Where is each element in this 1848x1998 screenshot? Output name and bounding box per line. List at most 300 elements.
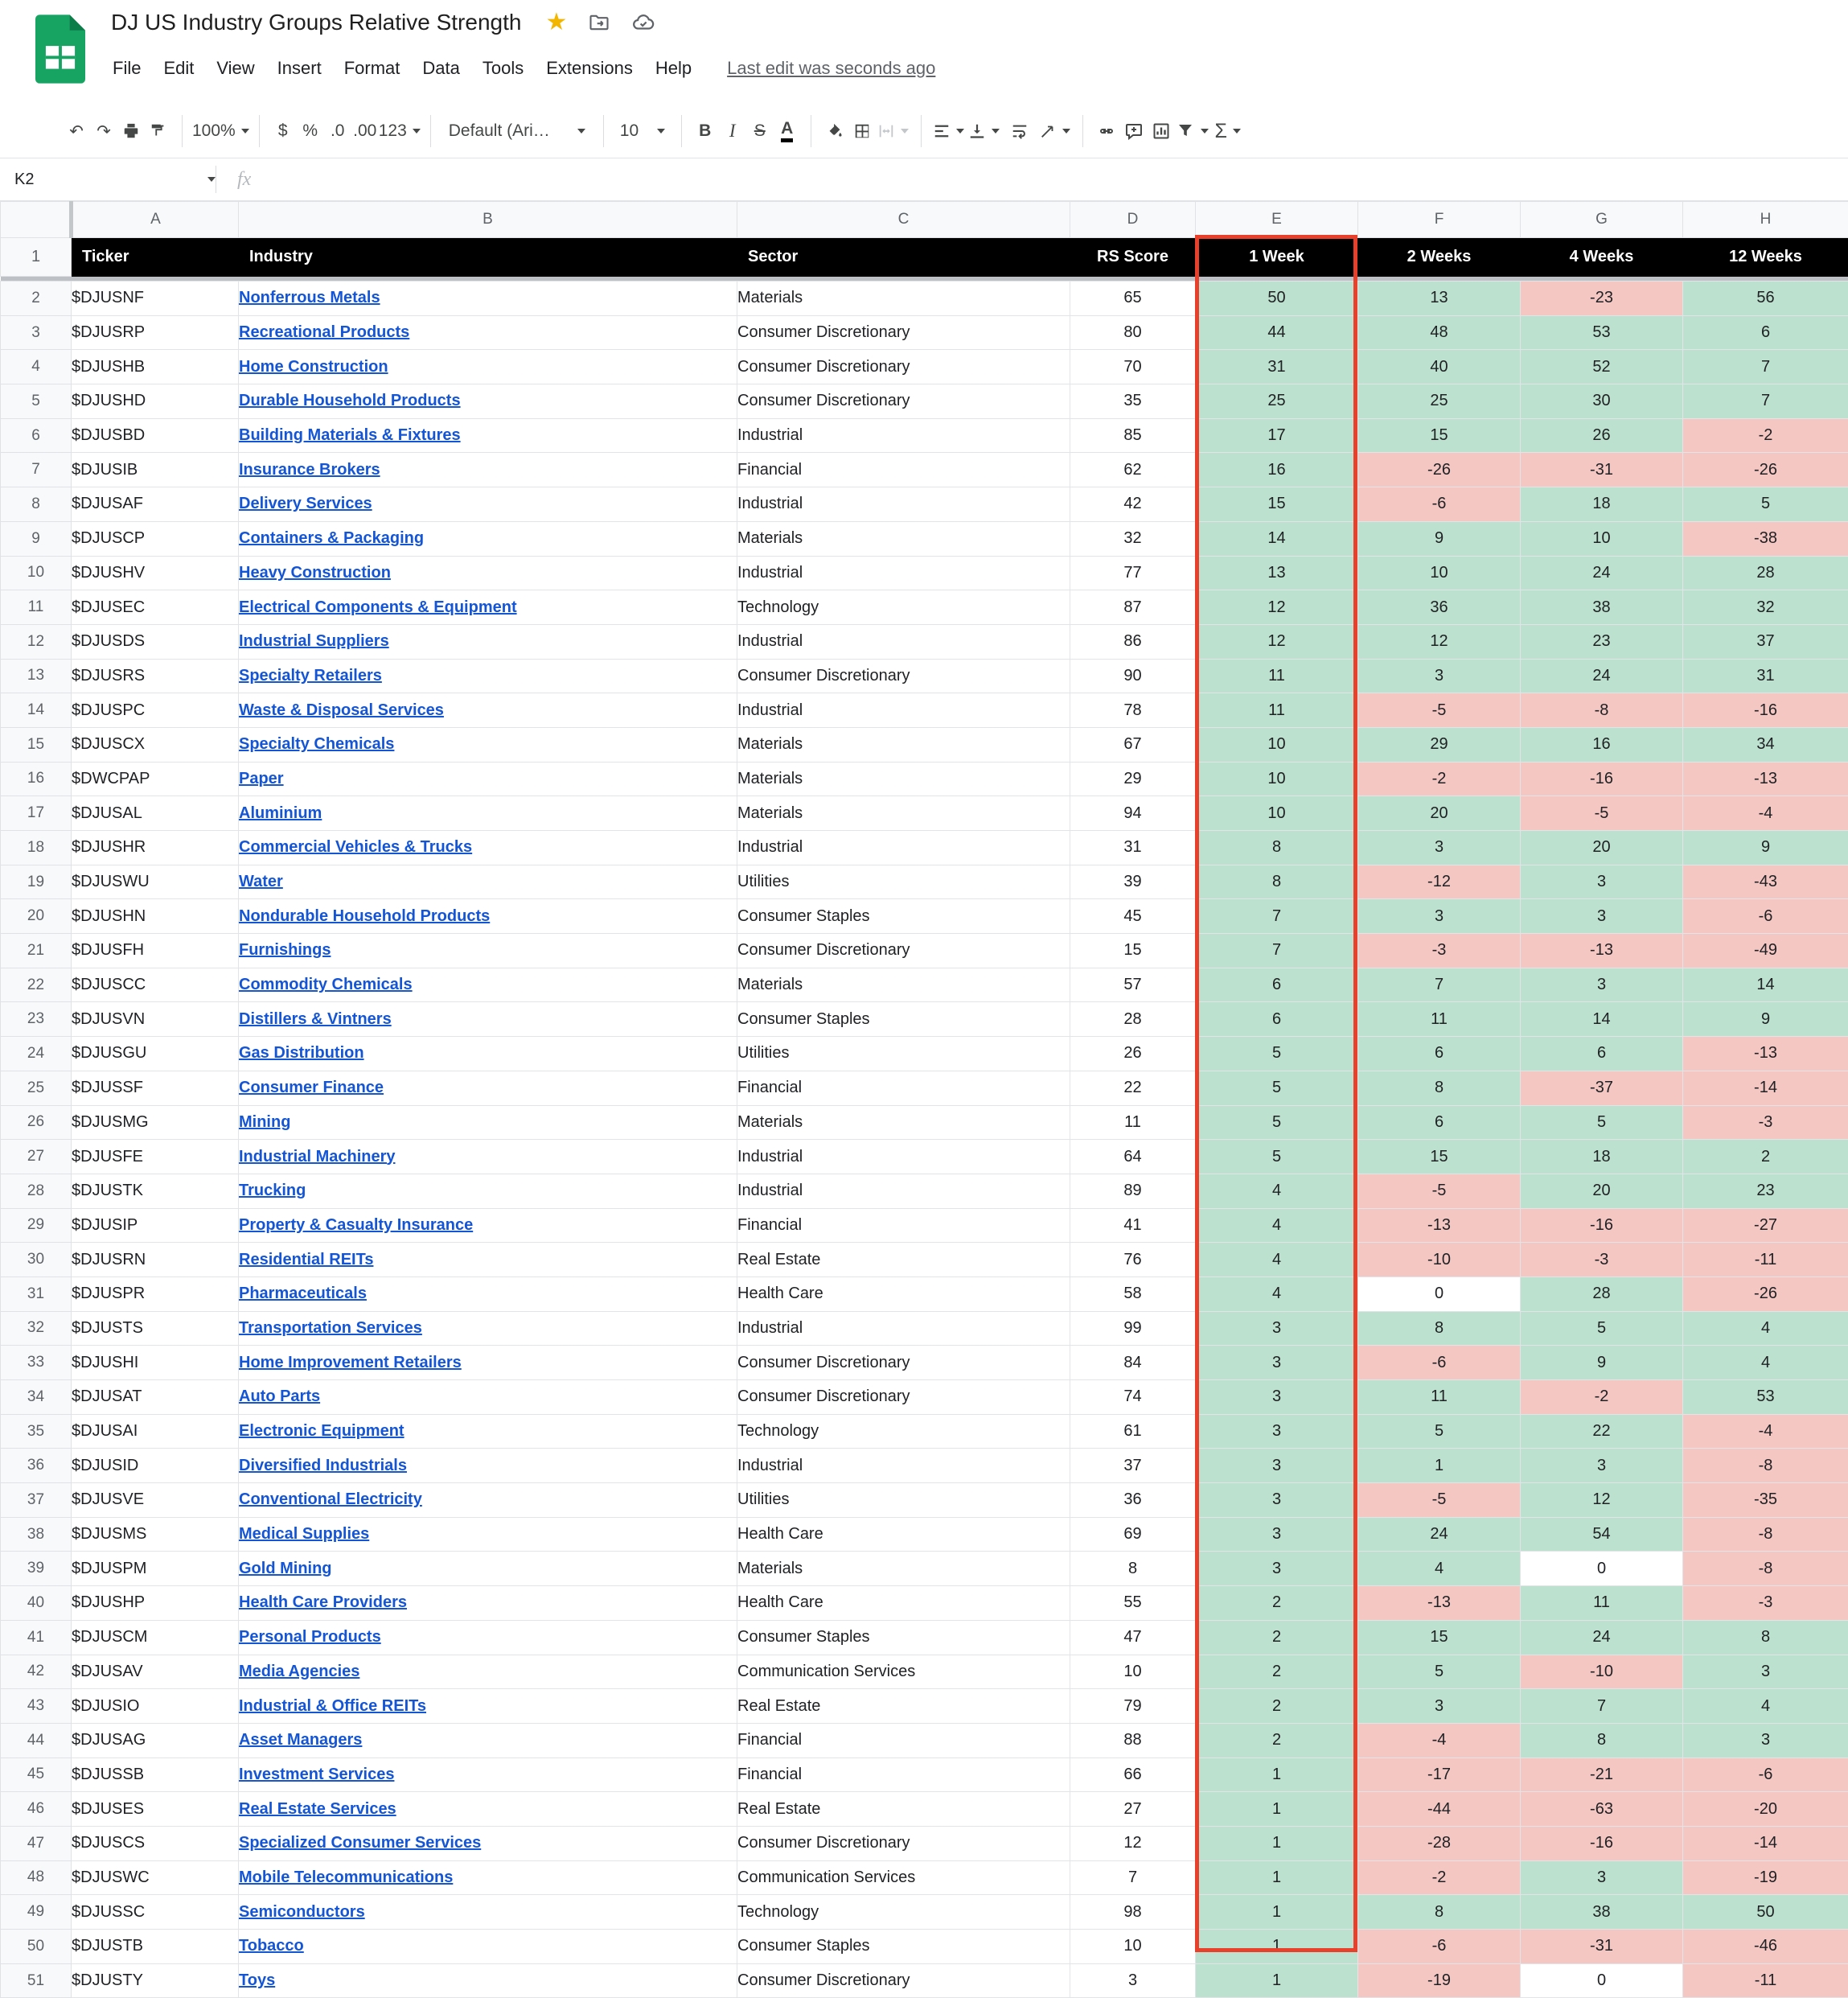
week4-cell[interactable]: -8 [1521, 693, 1683, 728]
week2-cell[interactable]: -5 [1358, 693, 1521, 728]
rs-score-cell[interactable]: 36 [1070, 1483, 1196, 1518]
row-number-cell[interactable]: 20 [1, 899, 72, 934]
sector-cell[interactable]: Health Care [737, 1276, 1070, 1311]
industry-link[interactable]: Conventional Electricity [239, 1490, 422, 1508]
sector-cell[interactable]: Industrial [737, 556, 1070, 590]
week12-cell[interactable]: -3 [1683, 1105, 1848, 1140]
sector-cell[interactable]: Consumer Discretionary [737, 1346, 1070, 1380]
sector-cell[interactable]: Technology [737, 1895, 1070, 1930]
week4-cell[interactable]: 53 [1521, 315, 1683, 350]
week2-cell[interactable]: 8 [1358, 1895, 1521, 1930]
industry-link[interactable]: Commodity Chemicals [239, 976, 413, 993]
week12-cell[interactable]: 9 [1683, 1002, 1848, 1037]
move-folder-icon[interactable] [588, 11, 610, 34]
row-number-cell[interactable]: 42 [1, 1655, 72, 1689]
currency-format-button[interactable]: $ [269, 113, 297, 150]
week4-cell[interactable]: 9 [1521, 1346, 1683, 1380]
week4-cell[interactable]: -16 [1521, 1826, 1683, 1860]
menu-help[interactable]: Help [644, 53, 703, 84]
column-letter-b[interactable]: B [239, 202, 737, 238]
week4-cell[interactable]: -13 [1521, 934, 1683, 968]
week2-cell[interactable]: 13 [1358, 282, 1521, 316]
sector-cell[interactable]: Health Care [737, 1517, 1070, 1552]
week2-cell[interactable]: 15 [1358, 418, 1521, 453]
week2-cell[interactable]: -19 [1358, 1963, 1521, 1998]
week1-cell[interactable]: 7 [1196, 934, 1358, 968]
week4-cell[interactable]: -10 [1521, 1655, 1683, 1689]
rs-score-cell[interactable]: 55 [1070, 1586, 1196, 1621]
industry-cell[interactable] [239, 315, 737, 350]
rs-score-cell[interactable]: 64 [1070, 1140, 1196, 1174]
week1-cell[interactable]: 8 [1196, 865, 1358, 899]
ticker-cell[interactable]: $DJUSSF [72, 1071, 239, 1105]
week2-cell[interactable]: -6 [1358, 487, 1521, 522]
industry-cell[interactable] [239, 1380, 737, 1415]
industry-link[interactable]: Mobile Telecommunications [239, 1868, 453, 1886]
merge-cells-icon[interactable] [876, 113, 911, 150]
header-industry[interactable]: Industry [239, 238, 737, 277]
insert-chart-icon[interactable] [1148, 113, 1175, 150]
row-number-cell[interactable]: 19 [1, 865, 72, 899]
industry-link[interactable]: Transportation Services [239, 1319, 422, 1337]
redo-icon[interactable]: ↷ [90, 113, 117, 150]
week2-cell[interactable]: 3 [1358, 1689, 1521, 1724]
ticker-cell[interactable]: $DJUSMG [72, 1105, 239, 1140]
week4-cell[interactable]: 30 [1521, 384, 1683, 419]
week2-cell[interactable]: 36 [1358, 590, 1521, 625]
week12-cell[interactable]: -6 [1683, 899, 1848, 934]
week4-cell[interactable]: 3 [1521, 1449, 1683, 1483]
industry-link[interactable]: Auto Parts [239, 1388, 320, 1405]
week1-cell[interactable]: 4 [1196, 1276, 1358, 1311]
industry-cell[interactable] [239, 1517, 737, 1552]
row-number-cell[interactable]: 51 [1, 1963, 72, 1998]
week1-cell[interactable]: 1 [1196, 1895, 1358, 1930]
industry-link[interactable]: Building Materials & Fixtures [239, 426, 461, 444]
text-wrap-icon[interactable] [1002, 113, 1037, 150]
ticker-cell[interactable]: $DJUSAF [72, 487, 239, 522]
industry-cell[interactable] [239, 1037, 737, 1071]
industry-link[interactable]: Pharmaceuticals [239, 1285, 367, 1302]
ticker-cell[interactable]: $DJUSCP [72, 521, 239, 556]
ticker-cell[interactable]: $DJUSRP [72, 315, 239, 350]
week1-cell[interactable]: 2 [1196, 1586, 1358, 1621]
ticker-cell[interactable]: $DJUSSB [72, 1758, 239, 1792]
industry-cell[interactable] [239, 1620, 737, 1655]
sector-cell[interactable]: Communication Services [737, 1655, 1070, 1689]
row-number-cell[interactable]: 37 [1, 1483, 72, 1518]
sector-cell[interactable]: Real Estate [737, 1243, 1070, 1277]
week1-cell[interactable]: 3 [1196, 1380, 1358, 1415]
week1-cell[interactable]: 2 [1196, 1655, 1358, 1689]
menu-edit[interactable]: Edit [152, 53, 205, 84]
industry-link[interactable]: Tobacco [239, 1937, 304, 1955]
week2-cell[interactable]: 5 [1358, 1655, 1521, 1689]
industry-cell[interactable] [239, 1311, 737, 1346]
week4-cell[interactable]: 7 [1521, 1689, 1683, 1724]
rs-score-cell[interactable]: 86 [1070, 624, 1196, 659]
rs-score-cell[interactable]: 76 [1070, 1243, 1196, 1277]
week2-cell[interactable]: -2 [1358, 762, 1521, 796]
row-number-cell[interactable]: 47 [1, 1826, 72, 1860]
rs-score-cell[interactable]: 39 [1070, 865, 1196, 899]
industry-link[interactable]: Toys [239, 1971, 275, 1989]
week2-cell[interactable]: 40 [1358, 350, 1521, 384]
row-number-cell[interactable]: 26 [1, 1105, 72, 1140]
row-number-cell[interactable]: 10 [1, 556, 72, 590]
week12-cell[interactable]: 8 [1683, 1620, 1848, 1655]
week2-cell[interactable]: 5 [1358, 1414, 1521, 1449]
industry-link[interactable]: Specialized Consumer Services [239, 1834, 481, 1852]
week1-cell[interactable]: 11 [1196, 659, 1358, 693]
ticker-cell[interactable]: $DJUSVE [72, 1483, 239, 1518]
ticker-cell[interactable]: $DJUSIP [72, 1208, 239, 1243]
week12-cell[interactable]: 5 [1683, 487, 1848, 522]
row-number-cell[interactable]: 44 [1, 1723, 72, 1758]
cloud-saved-icon[interactable] [631, 10, 655, 35]
week4-cell[interactable]: 18 [1521, 487, 1683, 522]
week2-cell[interactable]: 6 [1358, 1105, 1521, 1140]
industry-link[interactable]: Heavy Construction [239, 564, 391, 582]
rs-score-cell[interactable]: 31 [1070, 831, 1196, 865]
paint-format-icon[interactable] [145, 113, 172, 150]
industry-cell[interactable] [239, 1276, 737, 1311]
week1-cell[interactable]: 1 [1196, 1758, 1358, 1792]
week1-cell[interactable]: 2 [1196, 1620, 1358, 1655]
sector-cell[interactable]: Industrial [737, 487, 1070, 522]
week4-cell[interactable]: -16 [1521, 762, 1683, 796]
week2-cell[interactable]: 4 [1358, 1552, 1521, 1586]
sector-cell[interactable]: Industrial [737, 1311, 1070, 1346]
week1-cell[interactable]: 4 [1196, 1174, 1358, 1208]
rs-score-cell[interactable]: 65 [1070, 282, 1196, 316]
row-number-cell[interactable]: 9 [1, 521, 72, 556]
week12-cell[interactable]: 3 [1683, 1723, 1848, 1758]
industry-link[interactable]: Gas Distribution [239, 1044, 364, 1062]
row-number-cell[interactable]: 17 [1, 796, 72, 831]
industry-link[interactable]: Asset Managers [239, 1731, 362, 1749]
week1-cell[interactable]: 10 [1196, 762, 1358, 796]
ticker-cell[interactable]: $DJUSRS [72, 659, 239, 693]
row-number-cell[interactable]: 18 [1, 831, 72, 865]
sector-cell[interactable]: Industrial [737, 693, 1070, 728]
rs-score-cell[interactable]: 66 [1070, 1758, 1196, 1792]
industry-link[interactable]: Consumer Finance [239, 1079, 384, 1096]
rs-score-cell[interactable]: 8 [1070, 1552, 1196, 1586]
rs-score-cell[interactable]: 58 [1070, 1276, 1196, 1311]
sector-cell[interactable]: Materials [737, 762, 1070, 796]
ticker-cell[interactable]: $DWCPAP [72, 762, 239, 796]
week2-cell[interactable]: 8 [1358, 1071, 1521, 1105]
ticker-cell[interactable]: $DJUSPC [72, 693, 239, 728]
sector-cell[interactable]: Consumer Discretionary [737, 659, 1070, 693]
rs-score-cell[interactable]: 70 [1070, 350, 1196, 384]
week4-cell[interactable]: 24 [1521, 556, 1683, 590]
rs-score-cell[interactable]: 26 [1070, 1037, 1196, 1071]
week2-cell[interactable]: 24 [1358, 1517, 1521, 1552]
industry-cell[interactable] [239, 1930, 737, 1964]
rs-score-cell[interactable]: 35 [1070, 384, 1196, 419]
week1-cell[interactable]: 3 [1196, 1517, 1358, 1552]
sector-cell[interactable]: Consumer Discretionary [737, 1380, 1070, 1415]
sector-cell[interactable]: Financial [737, 1758, 1070, 1792]
rs-score-cell[interactable]: 57 [1070, 968, 1196, 1002]
week2-cell[interactable]: 11 [1358, 1002, 1521, 1037]
week4-cell[interactable]: 12 [1521, 1483, 1683, 1518]
menu-format[interactable]: Format [333, 53, 412, 84]
rs-score-cell[interactable]: 74 [1070, 1380, 1196, 1415]
industry-cell[interactable] [239, 418, 737, 453]
increase-decimal-button[interactable]: .00 [351, 113, 379, 150]
rs-score-cell[interactable]: 27 [1070, 1792, 1196, 1827]
week4-cell[interactable]: 28 [1521, 1276, 1683, 1311]
week12-cell[interactable]: 53 [1683, 1380, 1848, 1415]
week4-cell[interactable]: 52 [1521, 350, 1683, 384]
industry-cell[interactable] [239, 384, 737, 419]
week12-cell[interactable]: 3 [1683, 1655, 1848, 1689]
industry-link[interactable]: Nonferrous Metals [239, 289, 380, 306]
week2-cell[interactable]: 3 [1358, 831, 1521, 865]
industry-link[interactable]: Delivery Services [239, 495, 372, 512]
week4-cell[interactable]: 38 [1521, 1895, 1683, 1930]
row-number-cell[interactable]: 34 [1, 1380, 72, 1415]
ticker-cell[interactable]: $DJUSPR [72, 1276, 239, 1311]
ticker-cell[interactable]: $DJUSHR [72, 831, 239, 865]
ticker-cell[interactable]: $DJUSHV [72, 556, 239, 590]
week12-cell[interactable]: 28 [1683, 556, 1848, 590]
row-number-cell[interactable]: 4 [1, 350, 72, 384]
row-number-cell[interactable]: 49 [1, 1895, 72, 1930]
week12-cell[interactable]: -35 [1683, 1483, 1848, 1518]
week2-cell[interactable]: 15 [1358, 1140, 1521, 1174]
industry-cell[interactable] [239, 865, 737, 899]
week2-cell[interactable]: -6 [1358, 1346, 1521, 1380]
header-2-weeks[interactable]: 2 Weeks [1358, 238, 1521, 277]
header-4-weeks[interactable]: 4 Weeks [1521, 238, 1683, 277]
sector-cell[interactable]: Materials [737, 727, 1070, 762]
week1-cell[interactable]: 15 [1196, 487, 1358, 522]
week1-cell[interactable]: 12 [1196, 590, 1358, 625]
ticker-cell[interactable]: $DJUSCS [72, 1826, 239, 1860]
week12-cell[interactable]: -13 [1683, 762, 1848, 796]
week4-cell[interactable]: -3 [1521, 1243, 1683, 1277]
row-number-cell[interactable]: 35 [1, 1414, 72, 1449]
sector-cell[interactable]: Communication Services [737, 1860, 1070, 1895]
week1-cell[interactable]: 5 [1196, 1140, 1358, 1174]
week1-cell[interactable]: 7 [1196, 899, 1358, 934]
week12-cell[interactable]: -26 [1683, 453, 1848, 487]
week12-cell[interactable]: -11 [1683, 1243, 1848, 1277]
industry-link[interactable]: Health Care Providers [239, 1593, 407, 1611]
rs-score-cell[interactable]: 90 [1070, 659, 1196, 693]
row-number-cell[interactable]: 5 [1, 384, 72, 419]
ticker-cell[interactable]: $DJUSFH [72, 934, 239, 968]
week2-cell[interactable]: -2 [1358, 1860, 1521, 1895]
week1-cell[interactable]: 4 [1196, 1243, 1358, 1277]
week4-cell[interactable]: -63 [1521, 1792, 1683, 1827]
sector-cell[interactable]: Materials [737, 796, 1070, 831]
ticker-cell[interactable]: $DJUSSC [72, 1895, 239, 1930]
ticker-cell[interactable]: $DJUSMS [72, 1517, 239, 1552]
week4-cell[interactable]: -21 [1521, 1758, 1683, 1792]
week1-cell[interactable]: 12 [1196, 624, 1358, 659]
select-all-corner[interactable] [1, 202, 72, 238]
row-number-cell[interactable]: 41 [1, 1620, 72, 1655]
row-number-cell[interactable]: 50 [1, 1930, 72, 1964]
week4-cell[interactable]: -23 [1521, 282, 1683, 316]
sector-cell[interactable]: Consumer Staples [737, 1930, 1070, 1964]
week4-cell[interactable]: 3 [1521, 865, 1683, 899]
week1-cell[interactable]: 3 [1196, 1449, 1358, 1483]
week12-cell[interactable]: 9 [1683, 831, 1848, 865]
week1-cell[interactable]: 11 [1196, 693, 1358, 728]
week12-cell[interactable]: -11 [1683, 1963, 1848, 1998]
week1-cell[interactable]: 5 [1196, 1037, 1358, 1071]
row-number-cell[interactable]: 29 [1, 1208, 72, 1243]
rs-score-cell[interactable]: 61 [1070, 1414, 1196, 1449]
industry-cell[interactable] [239, 831, 737, 865]
industry-link[interactable]: Distillers & Vintners [239, 1010, 392, 1028]
week4-cell[interactable]: 20 [1521, 831, 1683, 865]
sector-cell[interactable]: Utilities [737, 1037, 1070, 1071]
ticker-cell[interactable]: $DJUSTS [72, 1311, 239, 1346]
header-rs-score[interactable]: RS Score [1070, 238, 1196, 277]
week2-cell[interactable]: 10 [1358, 556, 1521, 590]
ticker-cell[interactable]: $DJUSTB [72, 1930, 239, 1964]
ticker-cell[interactable]: $DJUSCC [72, 968, 239, 1002]
industry-cell[interactable] [239, 1105, 737, 1140]
row-number-cell[interactable]: 1 [1, 238, 72, 277]
week12-cell[interactable]: 31 [1683, 659, 1848, 693]
week2-cell[interactable]: 25 [1358, 384, 1521, 419]
row-number-cell[interactable]: 13 [1, 659, 72, 693]
week1-cell[interactable]: 16 [1196, 453, 1358, 487]
ticker-cell[interactable]: $DJUSAL [72, 796, 239, 831]
star-icon[interactable]: ★ [545, 10, 567, 35]
decrease-decimal-button[interactable]: .0 [324, 113, 351, 150]
rs-score-cell[interactable]: 45 [1070, 899, 1196, 934]
sector-cell[interactable]: Consumer Discretionary [737, 1826, 1070, 1860]
undo-icon[interactable]: ↶ [63, 113, 90, 150]
rs-score-cell[interactable]: 28 [1070, 1002, 1196, 1037]
week2-cell[interactable]: 11 [1358, 1380, 1521, 1415]
week12-cell[interactable]: 50 [1683, 1895, 1848, 1930]
rs-score-cell[interactable]: 67 [1070, 727, 1196, 762]
column-letter-g[interactable]: G [1521, 202, 1683, 238]
menu-insert[interactable]: Insert [266, 53, 333, 84]
row-number-cell[interactable]: 21 [1, 934, 72, 968]
week4-cell[interactable]: 54 [1521, 1517, 1683, 1552]
ticker-cell[interactable]: $DJUSWU [72, 865, 239, 899]
header-12-weeks[interactable]: 12 Weeks [1683, 238, 1848, 277]
week12-cell[interactable]: -13 [1683, 1037, 1848, 1071]
filter-icon[interactable] [1175, 113, 1210, 150]
industry-link[interactable]: Industrial Machinery [239, 1148, 396, 1166]
industry-cell[interactable] [239, 1552, 737, 1586]
industry-link[interactable]: Recreational Products [239, 323, 409, 341]
week4-cell[interactable]: 26 [1521, 418, 1683, 453]
menu-extensions[interactable]: Extensions [535, 53, 644, 84]
sector-cell[interactable]: Consumer Discretionary [737, 1963, 1070, 1998]
week12-cell[interactable]: -14 [1683, 1071, 1848, 1105]
industry-cell[interactable] [239, 1002, 737, 1037]
row-number-cell[interactable]: 32 [1, 1311, 72, 1346]
percent-format-button[interactable]: % [297, 113, 324, 150]
week12-cell[interactable]: -8 [1683, 1517, 1848, 1552]
industry-cell[interactable] [239, 727, 737, 762]
sector-cell[interactable]: Industrial [737, 1140, 1070, 1174]
week1-cell[interactable]: 3 [1196, 1414, 1358, 1449]
industry-link[interactable]: Industrial & Office REITs [239, 1697, 426, 1715]
rs-score-cell[interactable]: 94 [1070, 796, 1196, 831]
ticker-cell[interactable]: $DJUSAG [72, 1723, 239, 1758]
row-number-cell[interactable]: 24 [1, 1037, 72, 1071]
week2-cell[interactable]: 0 [1358, 1276, 1521, 1311]
row-number-cell[interactable]: 36 [1, 1449, 72, 1483]
week4-cell[interactable]: 24 [1521, 659, 1683, 693]
row-number-cell[interactable]: 3 [1, 315, 72, 350]
industry-link[interactable]: Real Estate Services [239, 1800, 396, 1818]
sector-cell[interactable]: Real Estate [737, 1792, 1070, 1827]
industry-cell[interactable] [239, 590, 737, 625]
sector-cell[interactable]: Industrial [737, 831, 1070, 865]
week1-cell[interactable]: 2 [1196, 1689, 1358, 1724]
industry-cell[interactable] [239, 1723, 737, 1758]
sector-cell[interactable]: Consumer Discretionary [737, 384, 1070, 419]
week2-cell[interactable]: 3 [1358, 659, 1521, 693]
week12-cell[interactable]: 4 [1683, 1311, 1848, 1346]
week1-cell[interactable]: 10 [1196, 727, 1358, 762]
industry-link[interactable]: Water [239, 873, 283, 890]
industry-link[interactable]: Residential REITs [239, 1251, 373, 1268]
week4-cell[interactable]: 0 [1521, 1552, 1683, 1586]
week4-cell[interactable]: 5 [1521, 1105, 1683, 1140]
industry-cell[interactable] [239, 1826, 737, 1860]
ticker-cell[interactable]: $DJUSIB [72, 453, 239, 487]
row-number-cell[interactable]: 15 [1, 727, 72, 762]
sector-cell[interactable]: Consumer Discretionary [737, 934, 1070, 968]
week2-cell[interactable]: 1 [1358, 1449, 1521, 1483]
week4-cell[interactable]: 18 [1521, 1140, 1683, 1174]
rs-score-cell[interactable]: 77 [1070, 556, 1196, 590]
ticker-cell[interactable]: $DJUSAI [72, 1414, 239, 1449]
ticker-cell[interactable]: $DJUSAV [72, 1655, 239, 1689]
ticker-cell[interactable]: $DJUSHN [72, 899, 239, 934]
sector-cell[interactable]: Industrial [737, 624, 1070, 659]
industry-cell[interactable] [239, 659, 737, 693]
industry-cell[interactable] [239, 1963, 737, 1998]
sector-cell[interactable]: Financial [737, 1208, 1070, 1243]
week2-cell[interactable]: 29 [1358, 727, 1521, 762]
sector-cell[interactable]: Consumer Staples [737, 1002, 1070, 1037]
industry-cell[interactable] [239, 1174, 737, 1208]
week2-cell[interactable]: 20 [1358, 796, 1521, 831]
rs-score-cell[interactable]: 62 [1070, 453, 1196, 487]
week2-cell[interactable]: 3 [1358, 899, 1521, 934]
week2-cell[interactable]: 48 [1358, 315, 1521, 350]
week12-cell[interactable]: -4 [1683, 1414, 1848, 1449]
week4-cell[interactable]: -16 [1521, 1208, 1683, 1243]
industry-cell[interactable] [239, 1895, 737, 1930]
rs-score-cell[interactable]: 22 [1070, 1071, 1196, 1105]
industry-cell[interactable] [239, 1586, 737, 1621]
week4-cell[interactable]: 22 [1521, 1414, 1683, 1449]
week4-cell[interactable]: 0 [1521, 1963, 1683, 1998]
sector-cell[interactable]: Industrial [737, 1174, 1070, 1208]
rs-score-cell[interactable]: 32 [1070, 521, 1196, 556]
week1-cell[interactable]: 6 [1196, 968, 1358, 1002]
industry-cell[interactable] [239, 624, 737, 659]
